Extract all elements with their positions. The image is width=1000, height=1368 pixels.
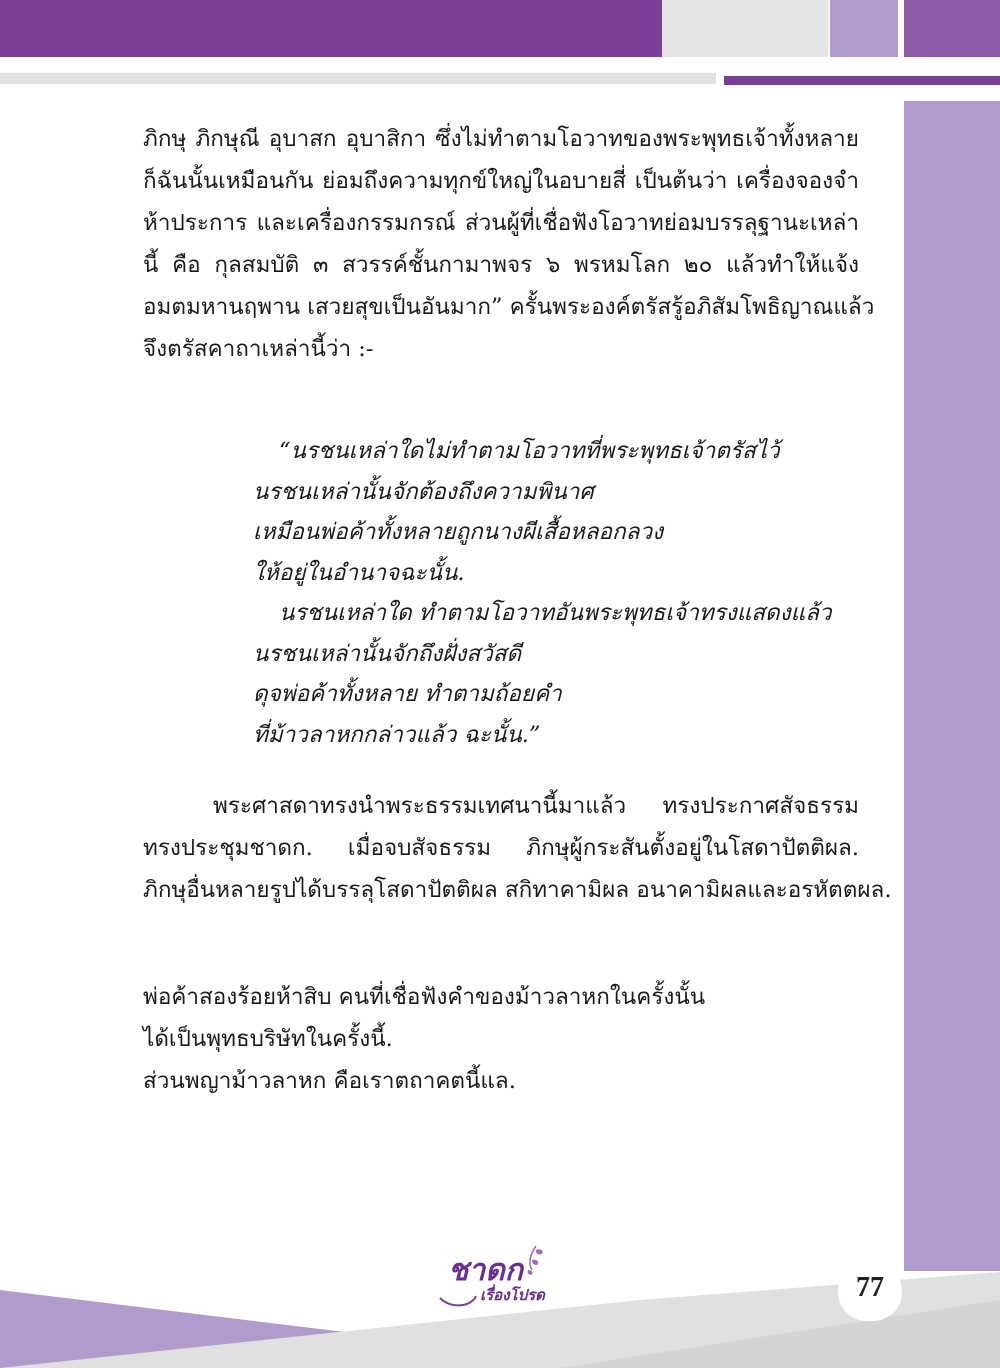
paragraph-2-line: ทรงประชุมชาดก. เมื่อจบสัจธรรม ภิกษุผู้กระสันตั้งอยู่ในโสดาปัตติผล. [143, 835, 859, 861]
verse-line: ให้อยู่ในอำนาจฉะนั้น. [253, 559, 465, 586]
verse-line: นรชนเหล่านั้นจักต้องถึงความพินาศ [253, 478, 594, 505]
paragraph-2-line: พระศาสดาทรงนำพระธรรมเทศนานี้มาแล้ว ทรงประกาศสัจธรรม [213, 793, 859, 819]
verse-block [253, 431, 832, 755]
verse-line: นรชนเหล่าใด ทำตามโอวาทอันพระพุทธเจ้าทรงแสดงแล้ว [279, 600, 832, 626]
paragraph-2-line: ภิกษุอื่นหลายรูปได้บรรลุโสดาปัตติผล สกิทาคามิผล อนาคามิผลและอรหัตตผล. [143, 877, 892, 903]
paragraph-1 [143, 118, 875, 370]
book-logo [432, 1240, 562, 1314]
verse-line: ดุจพ่อค้าทั้งหลาย ทำตามถ้อยคำ [253, 681, 562, 707]
page-number: 77 [856, 1272, 884, 1303]
paragraph-2 [143, 785, 892, 911]
paragraph-3 [143, 976, 859, 1102]
paragraph-1-line: ห้าประการ และเครื่องกรรมกรณ์ ส่วนผู้ที่เชื่อฟังโอวาทย่อมบรรลุฐานะเหล่า [143, 210, 859, 236]
logo-subtitle: เรื่องโปรด [480, 1286, 545, 1304]
paragraph-1-line: จึงตรัสคาถาเหล่านี้ว่า :- [143, 336, 374, 362]
logo-title: ชาดก [448, 1253, 523, 1288]
verse-line: ที่ม้าวลาหกกล่าวแล้ว ฉะนั้น.” [253, 721, 541, 748]
verse-line: “นรชนเหล่าใดไม่ทำตามโอวาทที่พระพุทธเจ้าตรัสไว้ [279, 438, 780, 464]
paragraph-1-line: ภิกษุ ภิกษุณี อุบาสก อุบาสิกา ซึ่งไม่ทำตามโอวาทของพระพุทธเจ้าทั้งหลาย [143, 126, 859, 152]
logo-sprig [530, 1246, 536, 1270]
logo-leaf [528, 1270, 533, 1275]
paragraph-1-line: นี้ คือ กุลสมบัติ ๓ สวรรค์ชั้นกามาพจร ๖ พรหมโลก ๒๐ แล้วทำให้แจ้ง [143, 252, 859, 278]
paragraph-1-line: ก็ฉันนั้นเหมือนกัน ย่อมถึงความทุกข์ใหญ่ในอบายสี่ เป็นต้นว่า เครื่องจองจำ [143, 168, 859, 194]
paragraph-3-line: พ่อค้าสองร้อยห้าสิบ คนที่เชื่อฟังคำของม้าวลาหกในครั้งนั้น [143, 984, 706, 1010]
paragraph-3-line: ส่วนพญาม้าวลาหก คือเราตถาคตนี้แล. [143, 1068, 516, 1094]
paragraph-3-line: ได้เป็นพุทธบริษัทในครั้งนี้. [143, 1026, 393, 1052]
verse-line: นรชนเหล่านั้นจักถึงฝั่งสวัสดี [253, 640, 522, 667]
logo-leaf [532, 1260, 538, 1265]
paragraph-1-line: อมตมหานฤพาน เสวยสุขเป็นอันมาก” ครั้นพระองค์ตรัสรู้อภิสัมโพธิญาณแล้ว [143, 294, 875, 320]
logo-swirl [440, 1296, 476, 1305]
verse-line: เหมือนพ่อค้าทั้งหลายถูกนางผีเสื้อหลอกลวง [253, 519, 664, 545]
logo-leaf [536, 1249, 543, 1254]
